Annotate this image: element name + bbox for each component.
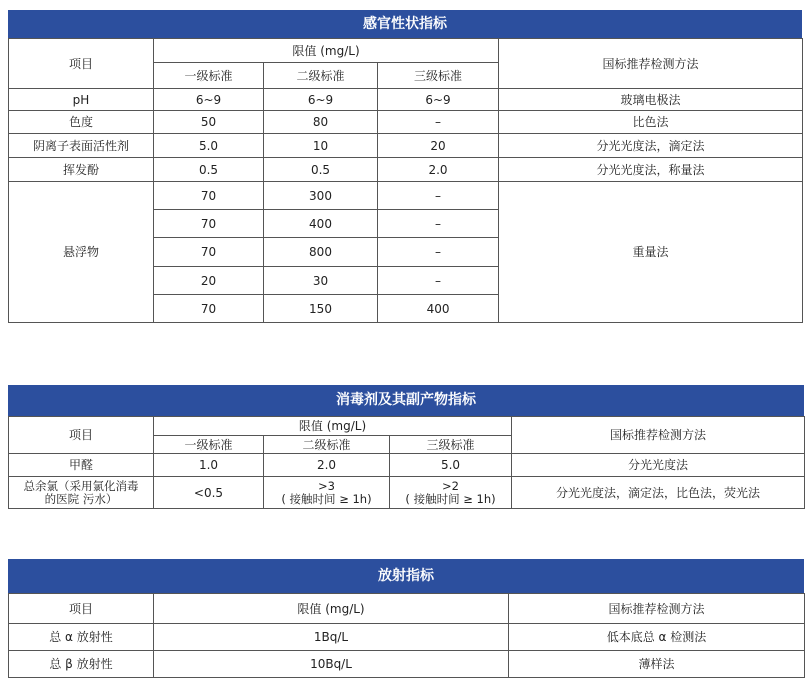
- table-row: [9, 477, 805, 509]
- row-method: 玻璃电极法: [499, 89, 803, 111]
- row-grade3: 6~9: [378, 89, 499, 111]
- row-grade3: 20: [378, 134, 499, 158]
- row-grade2: 30: [264, 267, 378, 295]
- row-method: 分光光度法，滴定法，比色法，荧光法: [512, 477, 805, 509]
- row-grade2: [264, 477, 390, 509]
- header-method: 国标推荐检测方法: [499, 39, 803, 89]
- header-limit: 限值 (mg/L): [154, 417, 512, 436]
- row-grade2-line1: >3: [318, 478, 335, 493]
- row-grade3: –: [378, 210, 499, 238]
- header-grade2: 二级标准: [264, 436, 390, 454]
- table-row: [9, 182, 803, 210]
- row-grade3: 2.0: [378, 158, 499, 182]
- radiation-section: [8, 559, 804, 678]
- row-grade3: –: [378, 182, 499, 210]
- row-grade1: 0.5: [154, 158, 264, 182]
- disinfectant-title: 消毒剂及其副产物指标: [8, 385, 804, 416]
- row-grade1: 70: [154, 182, 264, 210]
- row-grade3: [390, 477, 512, 509]
- header-grade1: 一级标准: [154, 436, 264, 454]
- row-method: 薄样法: [509, 651, 805, 678]
- header-item: 项目: [9, 594, 154, 624]
- row-name: 总 β 放射性: [9, 651, 154, 678]
- row-method: 低本底总 α 检测法: [509, 624, 805, 651]
- row-grade3-line2: ( 接触时间 ≥ 1h): [405, 491, 496, 506]
- table-header-row: [9, 594, 805, 624]
- disinfectant-table: [8, 416, 805, 509]
- header-method: 国标推荐检测方法: [512, 417, 805, 454]
- row-grade2: 150: [264, 295, 378, 323]
- disinfectant-section: [8, 385, 804, 509]
- row-name: [9, 477, 154, 509]
- table-header-row: [9, 39, 803, 63]
- row-name: 色度: [9, 111, 154, 134]
- header-item: 项目: [9, 39, 154, 89]
- table-row: [9, 624, 805, 651]
- row-name-line1: 总余氯（采用氯化消毒: [23, 478, 139, 493]
- row-name: 阴离子表面活性剂: [9, 134, 154, 158]
- row-name-line2: 的医院 污水）: [44, 491, 118, 506]
- table-header-row: [9, 417, 805, 436]
- header-method: 国标推荐检测方法: [509, 594, 805, 624]
- sensory-title: 感官性状指标: [8, 10, 802, 38]
- header-grade1: 一级标准: [154, 63, 264, 89]
- row-method: 分光光度法: [512, 454, 805, 477]
- table-row: [9, 158, 803, 182]
- row-name: 挥发酚: [9, 158, 154, 182]
- row-grade2: 80: [264, 111, 378, 134]
- header-limit: 限值 (mg/L): [154, 594, 509, 624]
- row-grade1: 20: [154, 267, 264, 295]
- row-grade3: 5.0: [390, 454, 512, 477]
- row-grade1: 70: [154, 238, 264, 267]
- row-name: pH: [9, 89, 154, 111]
- header-item: 项目: [9, 417, 154, 454]
- row-grade1: 70: [154, 210, 264, 238]
- row-grade3: 400: [378, 295, 499, 323]
- row-limit: 10Bq/L: [154, 651, 509, 678]
- suspended-method: 重量法: [499, 182, 803, 323]
- radiation-table: [8, 593, 805, 678]
- row-grade1: 1.0: [154, 454, 264, 477]
- row-name: 甲醛: [9, 454, 154, 477]
- row-grade2: 2.0: [264, 454, 390, 477]
- row-grade1: <0.5: [154, 477, 264, 509]
- row-grade3: –: [378, 267, 499, 295]
- table-row: [9, 454, 805, 477]
- row-grade3-line1: >2: [442, 478, 459, 493]
- row-grade2: 800: [264, 238, 378, 267]
- row-method: 分光光度法，滴定法: [499, 134, 803, 158]
- row-grade1: 6~9: [154, 89, 264, 111]
- header-grade2: 二级标准: [264, 63, 378, 89]
- row-name: 总 α 放射性: [9, 624, 154, 651]
- row-grade3: –: [378, 238, 499, 267]
- row-grade1: 50: [154, 111, 264, 134]
- row-grade3: –: [378, 111, 499, 134]
- header-limit: 限值 (mg/L): [154, 39, 499, 63]
- row-method: 比色法: [499, 111, 803, 134]
- header-grade3: 三级标准: [378, 63, 499, 89]
- suspended-name: 悬浮物: [9, 182, 154, 323]
- row-grade2: 6~9: [264, 89, 378, 111]
- row-grade2: 0.5: [264, 158, 378, 182]
- table-row: [9, 651, 805, 678]
- row-grade2: 300: [264, 182, 378, 210]
- table-row: [9, 89, 803, 111]
- table-row: [9, 134, 803, 158]
- row-grade2: 400: [264, 210, 378, 238]
- sensory-table: [8, 38, 803, 323]
- row-grade2: 10: [264, 134, 378, 158]
- row-grade1: 5.0: [154, 134, 264, 158]
- row-grade1: 70: [154, 295, 264, 323]
- row-limit: 1Bq/L: [154, 624, 509, 651]
- header-grade3: 三级标准: [390, 436, 512, 454]
- radiation-title: 放射指标: [8, 559, 804, 593]
- row-grade2-line2: ( 接触时间 ≥ 1h): [281, 491, 372, 506]
- table-row: [9, 111, 803, 134]
- sensory-section: [8, 10, 802, 323]
- row-method: 分光光度法，称量法: [499, 158, 803, 182]
